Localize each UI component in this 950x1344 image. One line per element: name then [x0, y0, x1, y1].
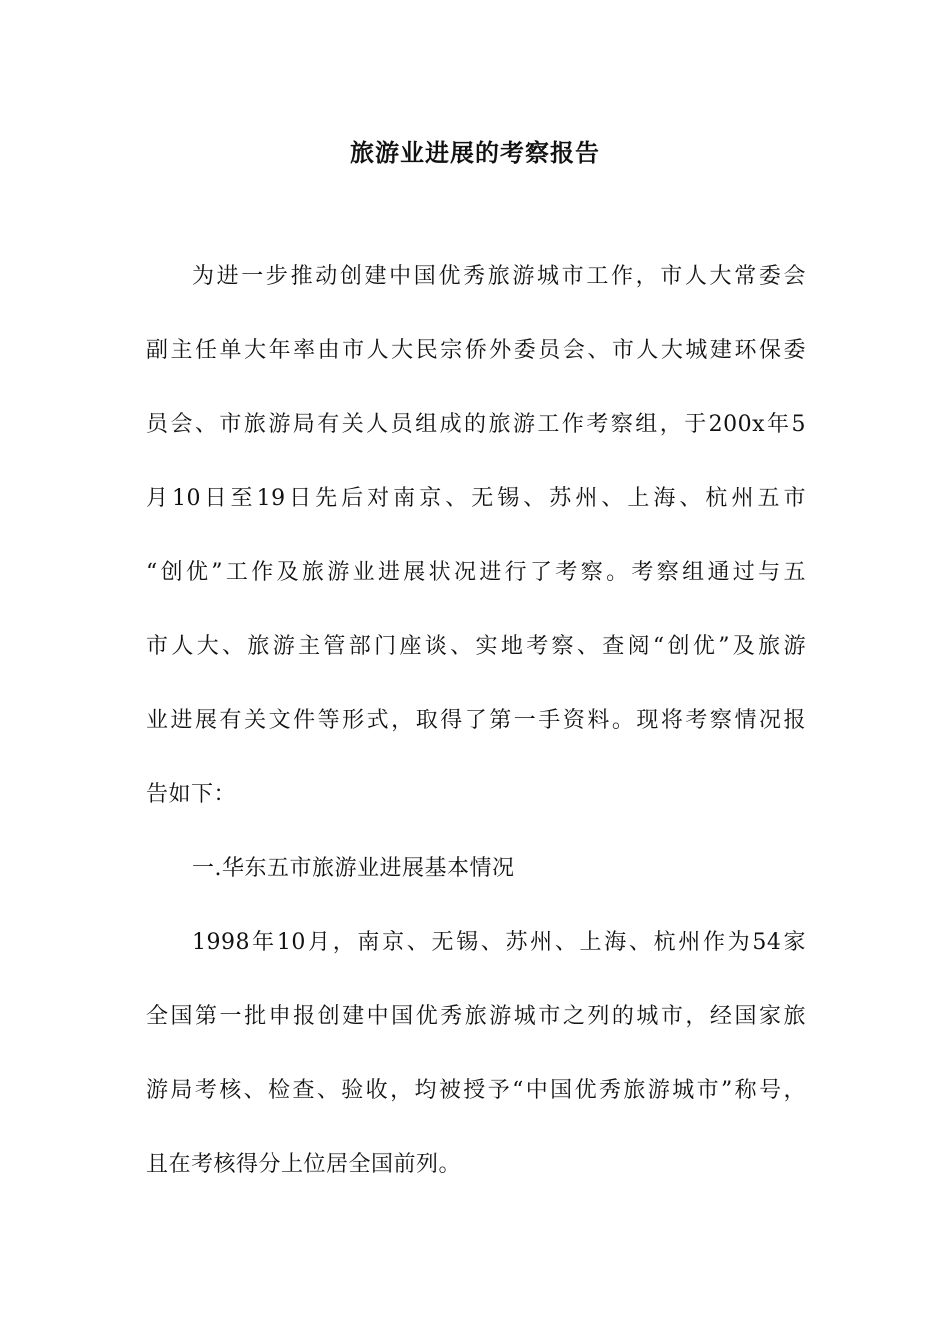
- paragraph-line: 为进一步推动创建中国优秀旅游城市工作，市人大常委会: [192, 264, 806, 289]
- paragraph-line: 且在考核得分上位居全国前列。: [146, 1152, 462, 1177]
- paragraph-line: 1998年10月，南京、无锡、苏州、上海、杭州作为54家: [192, 930, 806, 955]
- section-heading: 一.华东五市旅游业进展基本情况: [192, 856, 515, 881]
- paragraph-line: 副主任单大年率由市人大民宗侨外委员会、市人大城建环保委: [146, 338, 806, 363]
- paragraph-line: 业进展有关文件等形式，取得了第一手资料。现将考察情况报: [146, 708, 806, 733]
- paragraph-line: 月10日至19日先后对南京、无锡、苏州、上海、杭州五市: [146, 486, 806, 511]
- paragraph-line: 告如下：: [146, 782, 237, 807]
- document-title: 旅游业进展的考察报告: [350, 138, 600, 167]
- paragraph-line: “创优”工作及旅游业进展状况进行了考察。考察组通过与五: [146, 560, 806, 585]
- paragraph-line: 市人大、旅游主管部门座谈、实地考察、查阅“创优”及旅游: [146, 634, 806, 659]
- paragraph-line: 全国第一批申报创建中国优秀旅游城市之列的城市，经国家旅: [146, 1004, 806, 1029]
- paragraph-line: 游局考核、检查、验收，均被授予“中国优秀旅游城市”称号，: [146, 1078, 806, 1103]
- paragraph-line: 员会、市旅游局有关人员组成的旅游工作考察组，于200x年5: [146, 412, 806, 437]
